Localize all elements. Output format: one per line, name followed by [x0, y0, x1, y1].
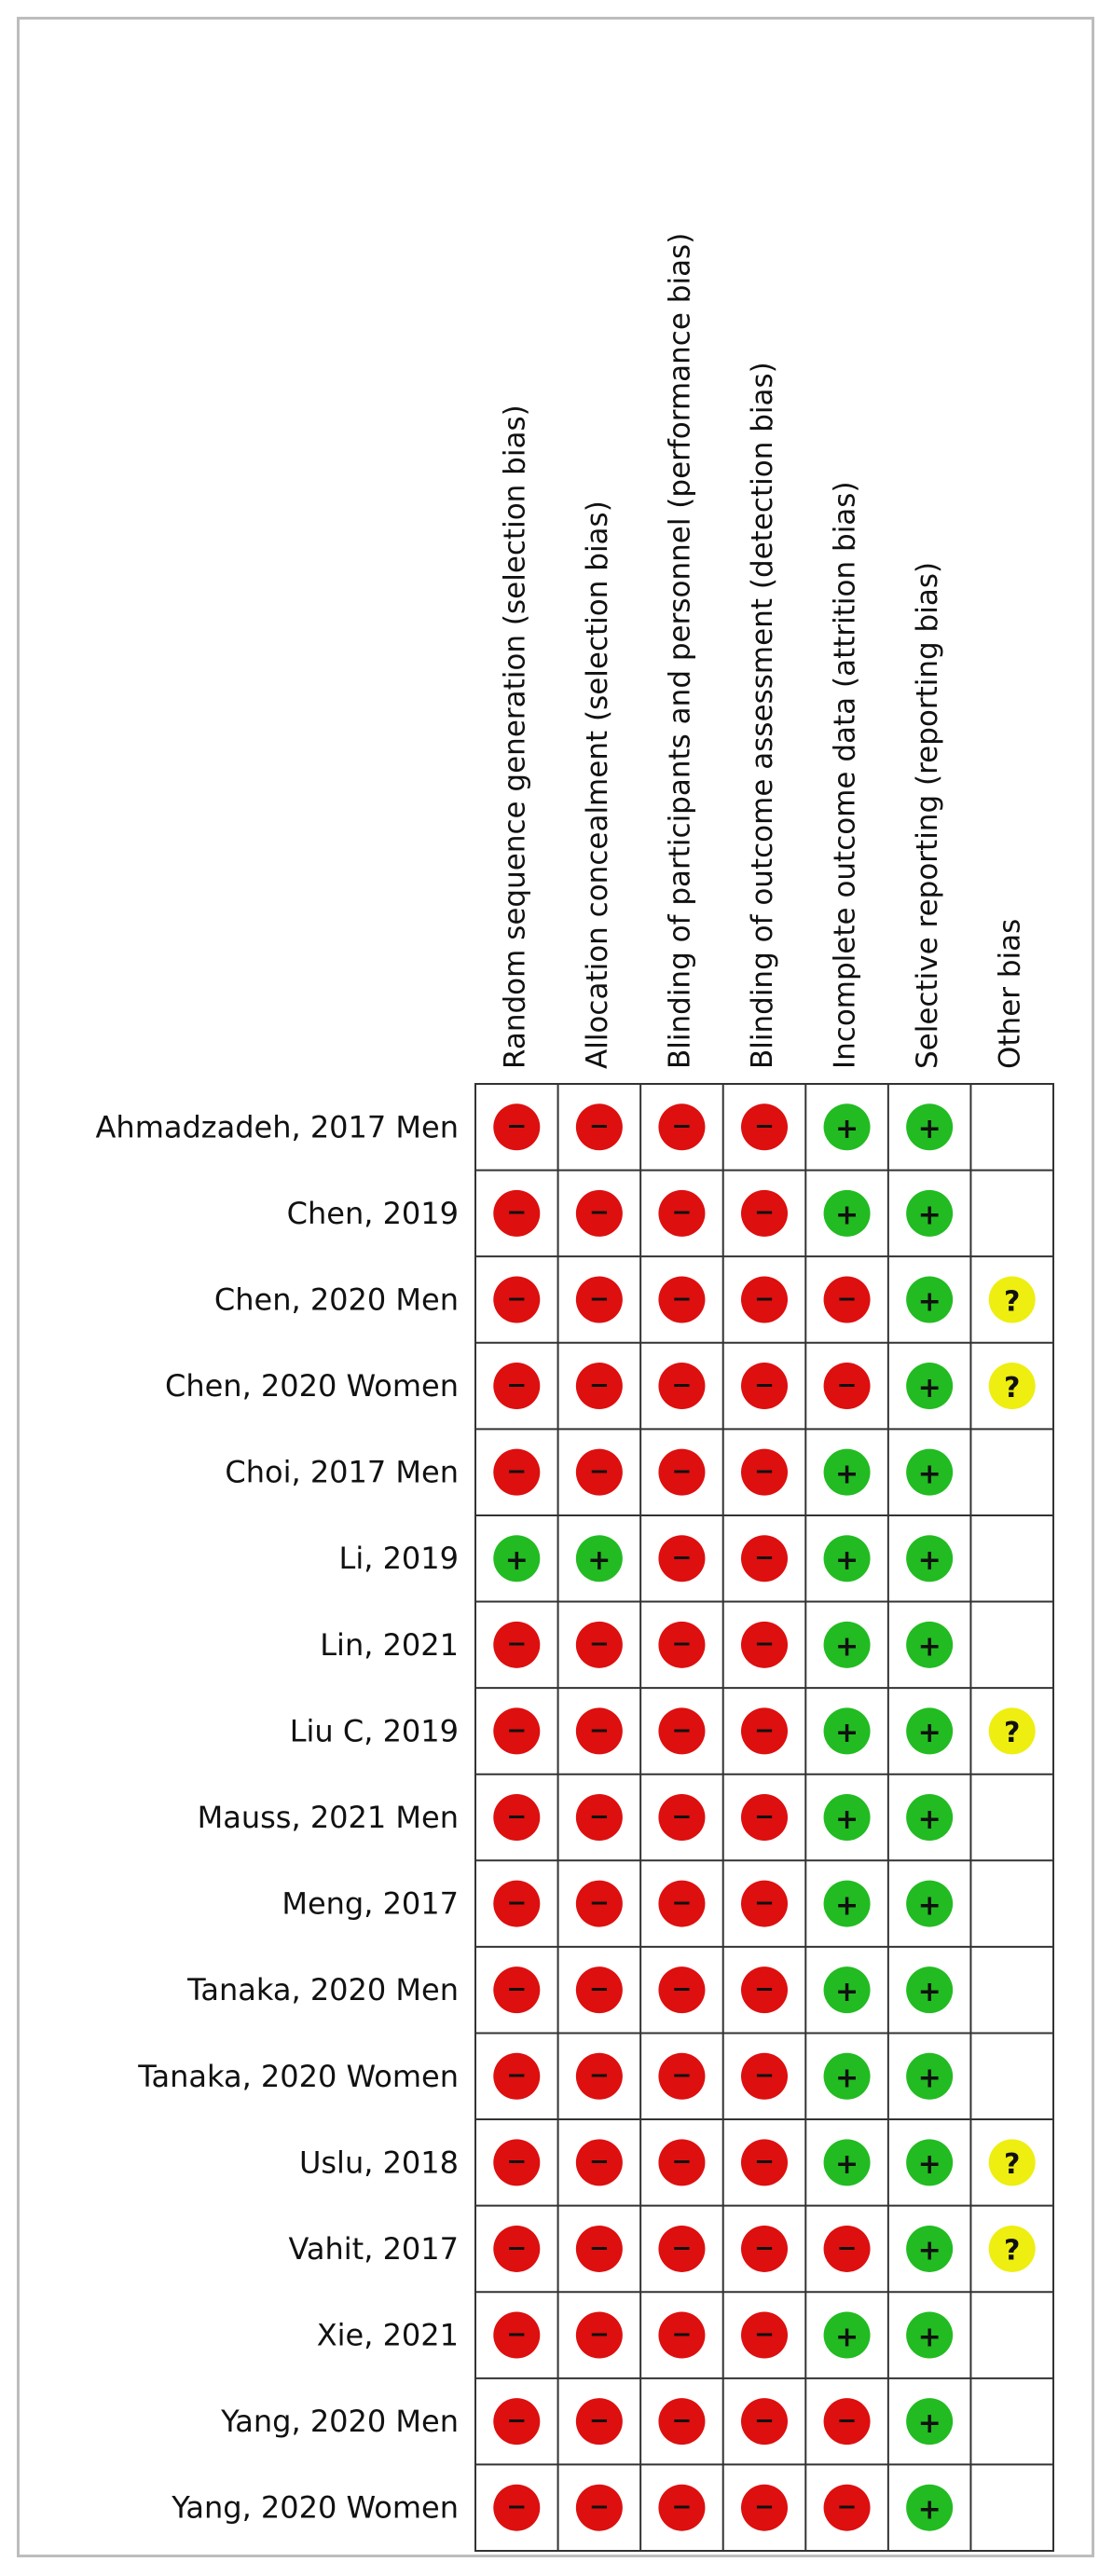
rating-mark-low [906, 2053, 953, 2100]
rating-symbol: − [588, 1199, 610, 1227]
rating-symbol: + [917, 1889, 941, 1923]
rating-symbol: − [506, 2147, 528, 2176]
rating-symbol: + [917, 1371, 941, 1404]
rating-symbol: − [671, 2062, 693, 2090]
rating-mark-high [576, 1103, 623, 1150]
rating-mark-high [741, 1449, 788, 1496]
rating-mark-high [576, 1363, 623, 1409]
rating-symbol: − [506, 1630, 528, 1659]
rating-mark-high [493, 1449, 540, 1496]
rating-mark-low [906, 1881, 953, 1927]
rating-mark-low [824, 1966, 871, 2013]
rating-mark-high [824, 1363, 871, 1409]
rating-mark-unclear [989, 2139, 1036, 2185]
rating-mark-high [741, 2485, 788, 2531]
study-label: Chen, 2020 Women [164, 1368, 459, 1404]
rating-mark-low [906, 2485, 953, 2531]
rating-mark-high [741, 1707, 788, 1754]
domain-header: Random sequence generation (selection bias) [498, 404, 532, 1069]
study-label: Choi, 2017 Men [225, 1454, 459, 1490]
rating-mark-high [658, 1881, 705, 1927]
rating-mark-low [824, 2139, 871, 2185]
rating-symbol: − [671, 1458, 693, 1487]
rating-symbol: − [754, 1284, 775, 1313]
domain-header: Other bias [993, 918, 1027, 1069]
rating-symbol: − [671, 1802, 693, 1831]
rating-mark-low [824, 2053, 871, 2100]
rating-mark-low [906, 1707, 953, 1754]
rating-mark-high [576, 1622, 623, 1668]
rating-mark-high [493, 1966, 540, 2013]
rating-symbol: − [588, 1284, 610, 1313]
rating-symbol: − [754, 1458, 775, 1487]
rating-symbol: + [917, 1113, 941, 1146]
rating-mark-low [824, 1190, 871, 1237]
rating-symbol: + [835, 1544, 859, 1578]
rating-symbol: + [835, 1113, 859, 1146]
rating-symbol: − [754, 2320, 775, 2349]
rating-symbol: + [917, 2234, 941, 2268]
rating-symbol: − [836, 2406, 858, 2435]
rating-mark-low [906, 1622, 953, 1668]
rating-mark-low [576, 1535, 623, 1582]
rating-mark-high [493, 1363, 540, 1409]
rating-symbol: − [506, 1975, 528, 2004]
rating-mark-high [493, 2226, 540, 2272]
rating-mark-high [576, 1449, 623, 1496]
rating-symbol: − [588, 2493, 610, 2522]
rating-symbol: + [917, 2493, 941, 2527]
rating-mark-high [658, 1535, 705, 1582]
rating-mark-unclear [989, 2226, 1036, 2272]
rating-symbol: ? [1004, 2234, 1021, 2268]
rating-symbol: − [506, 1199, 528, 1227]
rating-mark-low [906, 1794, 953, 1841]
rating-symbol: ? [1004, 1717, 1021, 1750]
rating-symbol: − [836, 1284, 858, 1313]
rating-mark-low [906, 2312, 953, 2359]
rating-symbol: + [835, 1802, 859, 1836]
rating-mark-low [906, 1966, 953, 2013]
rating-mark-high [576, 1966, 623, 2013]
rating-symbol: + [835, 1630, 859, 1664]
rating-symbol: − [754, 1371, 775, 1400]
rating-symbol: − [671, 1716, 693, 1745]
rating-mark-high [658, 2485, 705, 2531]
domain-header: Blinding of participants and personnel (performance bias) [663, 232, 697, 1069]
rating-symbol: − [588, 1802, 610, 1831]
rating-mark-high [658, 1449, 705, 1496]
rating-symbol: + [835, 1717, 859, 1750]
study-label: Uslu, 2018 [298, 2144, 459, 2181]
rating-symbol: − [836, 1371, 858, 1400]
rating-mark-high [741, 2312, 788, 2359]
rating-mark-high [493, 2053, 540, 2100]
rating-mark-low [493, 1535, 540, 1582]
rating-symbol: + [917, 1544, 941, 1578]
rating-symbol: − [754, 2147, 775, 2176]
rating-symbol: − [588, 1458, 610, 1487]
rating-symbol: ? [1004, 1285, 1021, 1319]
rating-mark-high [576, 1707, 623, 1754]
rating-symbol: + [587, 1544, 611, 1578]
rating-symbol: − [588, 1888, 610, 1917]
rating-mark-low [906, 2226, 953, 2272]
study-label: Ahmadzadeh, 2017 Men [95, 1109, 459, 1145]
rating-mark-high [741, 1276, 788, 1322]
rating-symbol: − [671, 1630, 693, 1659]
rating-symbol: + [917, 2406, 941, 2440]
rating-mark-high [493, 2139, 540, 2185]
rating-symbol: − [588, 1975, 610, 2004]
rating-symbol: − [506, 2062, 528, 2090]
rating-mark-high [741, 1103, 788, 1150]
rating-symbol: − [671, 2147, 693, 2176]
rating-mark-high [741, 2398, 788, 2445]
rating-symbol: + [917, 2062, 941, 2095]
study-label: Yang, 2020 Men [221, 2404, 459, 2440]
study-label: Chen, 2019 [286, 1195, 459, 1231]
rating-mark-high [741, 1794, 788, 1841]
rating-mark-high [576, 1190, 623, 1237]
rating-mark-high [741, 1966, 788, 2013]
rating-mark-high [576, 2485, 623, 2531]
rating-mark-high [658, 2053, 705, 2100]
rating-symbol: − [754, 1630, 775, 1659]
rating-mark-high [658, 1707, 705, 1754]
rating-mark-high [493, 1881, 540, 1927]
domain-header: Incomplete outcome data (attrition bias) [828, 481, 862, 1069]
rating-symbol: + [835, 1889, 859, 1923]
rating-mark-high [658, 1794, 705, 1841]
rating-symbol: − [588, 2062, 610, 2090]
rating-mark-high [658, 1276, 705, 1322]
rating-mark-high [493, 2312, 540, 2359]
rating-mark-high [741, 1622, 788, 1668]
rating-symbol: − [671, 1199, 693, 1227]
rating-symbol: + [917, 2321, 941, 2354]
rating-mark-high [576, 2398, 623, 2445]
rating-symbol: − [671, 2234, 693, 2263]
rating-symbol: − [588, 2147, 610, 2176]
rating-mark-low [824, 1881, 871, 1927]
rating-mark-high [576, 2312, 623, 2359]
rating-symbol: − [588, 2406, 610, 2435]
rating-mark-high [824, 1276, 871, 1322]
rating-mark-high [741, 1363, 788, 1409]
study-label: Xie, 2021 [316, 2317, 459, 2353]
rating-mark-low [906, 2139, 953, 2185]
rating-symbol: − [506, 1716, 528, 1745]
rating-symbol: − [754, 1975, 775, 2004]
rating-mark-high [741, 2139, 788, 2185]
rating-symbol: + [917, 1630, 941, 1664]
rating-symbol: − [754, 1112, 775, 1141]
rating-mark-low [906, 1190, 953, 1237]
rating-symbol: − [506, 1888, 528, 1917]
study-label: Li, 2019 [338, 1541, 459, 1577]
domain-header: Selective reporting (reporting bias) [911, 561, 945, 1069]
rating-mark-high [658, 1363, 705, 1409]
rating-symbol: − [506, 1284, 528, 1313]
rating-symbol: − [588, 1371, 610, 1400]
rating-symbol: − [671, 2493, 693, 2522]
rating-symbol: + [917, 2148, 941, 2182]
rating-symbol: + [835, 1975, 859, 2008]
rating-mark-high [658, 2312, 705, 2359]
rating-symbol: − [836, 2234, 858, 2263]
rating-mark-high [658, 1966, 705, 2013]
rating-symbol: − [671, 1543, 693, 1572]
rating-mark-low [906, 1535, 953, 1582]
rating-symbol: − [671, 1284, 693, 1313]
rating-symbol: + [835, 2062, 859, 2095]
rating-mark-low [824, 1622, 871, 1668]
rating-symbol: − [588, 1716, 610, 1745]
domain-header: Blinding of outcome assessment (detection bias) [746, 362, 779, 1069]
rating-mark-high [576, 2053, 623, 2100]
rating-symbol: ? [1004, 1371, 1021, 1404]
rating-mark-unclear [989, 1707, 1036, 1754]
rating-symbol: − [506, 2493, 528, 2522]
study-labels [96, 1109, 459, 2525]
rating-symbol: − [588, 1112, 610, 1141]
rating-mark-high [576, 2226, 623, 2272]
rating-mark-low [824, 2312, 871, 2359]
rating-mark-high [493, 1103, 540, 1150]
rating-mark-low [906, 2398, 953, 2445]
rating-mark-high [493, 1707, 540, 1754]
rating-symbol: − [671, 1112, 693, 1141]
rating-symbol: − [506, 1371, 528, 1400]
rating-symbol: − [671, 2406, 693, 2435]
rating-mark-low [906, 1276, 953, 1322]
rating-mark-low [824, 1794, 871, 1841]
study-label: Meng, 2017 [282, 1885, 459, 1922]
rating-mark-high [824, 2226, 871, 2272]
study-label: Liu C, 2019 [289, 1713, 459, 1749]
rating-symbol: − [506, 2406, 528, 2435]
rating-mark-high [493, 1622, 540, 1668]
rating-mark-high [741, 1535, 788, 1582]
rating-mark-high [741, 1881, 788, 1927]
rating-mark-high [576, 1794, 623, 1841]
study-label: Yang, 2020 Women [172, 2489, 459, 2526]
rating-symbol: − [506, 1458, 528, 1487]
rating-symbol: − [506, 2234, 528, 2263]
rating-symbol: − [671, 1888, 693, 1917]
rating-mark-high [741, 2053, 788, 2100]
rating-symbol: + [835, 2148, 859, 2182]
rating-mark-high [493, 1190, 540, 1237]
rating-symbol: − [754, 1802, 775, 1831]
rating-symbol: + [917, 1199, 941, 1232]
rating-symbol: − [588, 2234, 610, 2263]
rating-symbol: − [754, 1716, 775, 1745]
study-label: Mauss, 2021 Men [197, 1800, 459, 1835]
rating-mark-high [824, 2398, 871, 2445]
rating-symbol: − [754, 2493, 775, 2522]
rating-symbol: − [754, 1888, 775, 1917]
study-label: Tanaka, 2020 Women [138, 2058, 459, 2094]
domain-header: Allocation concealment (selection bias) [580, 500, 614, 1069]
rating-symbol: − [754, 2062, 775, 2090]
rating-mark-high [658, 2139, 705, 2185]
rating-marks [493, 1103, 1035, 2530]
rating-symbol: − [754, 2234, 775, 2263]
rating-symbol: + [835, 1199, 859, 1232]
rating-symbol: − [588, 2320, 610, 2349]
rating-mark-low [906, 1449, 953, 1496]
rating-symbol: + [835, 1458, 859, 1491]
rating-mark-low [824, 1707, 871, 1754]
rating-mark-high [824, 2485, 871, 2531]
rating-mark-low [824, 1449, 871, 1496]
rating-symbol: + [917, 1285, 941, 1319]
rating-mark-low [824, 1535, 871, 1582]
rating-mark-high [493, 2485, 540, 2531]
rating-mark-unclear [989, 1276, 1036, 1322]
rating-symbol: − [506, 1802, 528, 1831]
rating-symbol: − [836, 2493, 858, 2522]
rating-mark-high [658, 2226, 705, 2272]
rating-symbol: − [588, 1630, 610, 1659]
rating-symbol: − [671, 2320, 693, 2349]
rating-mark-high [658, 1190, 705, 1237]
rating-symbol: − [754, 2406, 775, 2435]
rating-mark-high [493, 1794, 540, 1841]
rating-mark-high [658, 1622, 705, 1668]
rating-symbol: + [504, 1544, 529, 1578]
domain-headers [498, 233, 1026, 1069]
study-label: Vahit, 2017 [288, 2230, 459, 2267]
rating-mark-high [493, 2398, 540, 2445]
rating-symbol: − [754, 1543, 775, 1572]
rating-symbol: − [754, 1199, 775, 1227]
rating-mark-high [576, 1881, 623, 1927]
rating-mark-low [906, 1103, 953, 1150]
rating-symbol: + [917, 1802, 941, 1836]
rating-mark-high [658, 1103, 705, 1150]
rating-symbol: + [917, 1458, 941, 1491]
rating-mark-high [658, 2398, 705, 2445]
rating-symbol: ? [1004, 2148, 1021, 2182]
rating-symbol: + [917, 1717, 941, 1750]
rating-symbol: − [671, 1371, 693, 1400]
study-label: Chen, 2020 Men [213, 1281, 459, 1318]
rating-mark-low [906, 1363, 953, 1409]
study-label: Lin, 2021 [320, 1626, 459, 1663]
rating-mark-high [576, 2139, 623, 2185]
rating-symbol: − [671, 1975, 693, 2004]
rating-mark-low [824, 1103, 871, 1150]
rating-mark-high [741, 1190, 788, 1237]
rating-mark-high [493, 1276, 540, 1322]
rating-symbol: + [917, 1975, 941, 2008]
study-label: Tanaka, 2020 Men [187, 1972, 459, 2008]
rating-mark-unclear [989, 1363, 1036, 1409]
rating-symbol: − [506, 2320, 528, 2349]
rating-mark-high [741, 2226, 788, 2272]
rating-mark-high [576, 1276, 623, 1322]
rating-symbol: + [835, 2321, 859, 2354]
rating-symbol: − [506, 1112, 528, 1141]
